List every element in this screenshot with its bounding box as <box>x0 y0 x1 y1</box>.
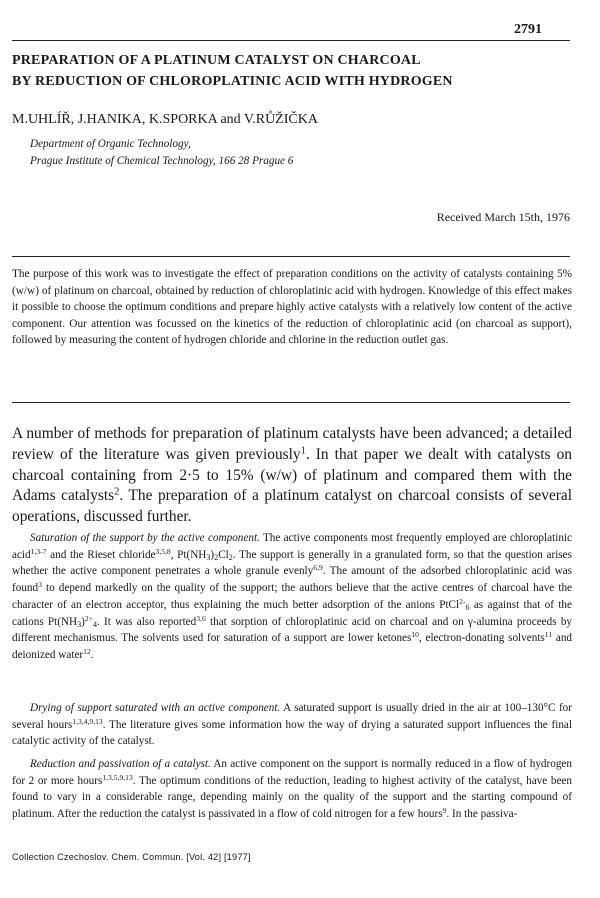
article-title <box>12 50 572 92</box>
abstract-bottom-rule <box>12 402 570 403</box>
journal-footer: Collection Czechoslov. Chem. Commun. [Vol. 42] [1977] <box>12 852 251 862</box>
header-rule <box>12 40 570 41</box>
abstract-top-rule <box>12 256 570 257</box>
citation: 1 <box>300 445 306 457</box>
page-number: 2791 <box>514 22 542 37</box>
citation: 1,3,4,9,13 <box>72 716 103 726</box>
citation: 11 <box>544 630 553 640</box>
section-heading: Reduction and passivation of a catalyst. <box>30 758 211 770</box>
saturation-paragraph: Saturation of the support by the active component. The active components most frequently employed are chloroplatinic acid$^{1,3-7}$ and the Rieset chloride$^{3,5,8}$, $Pt(NH_3)_2Cl_2$. The support is generally in a granulated form, so that the question arises whether the active component penetrates a whole granule evenly$^{6,9}$. The amount of the adsorbed chloroplatinic acid was found$^3$ to depend markedly on the quality of the support; the authors believe that the active centres of charcoal have the character of an electron acceptor, thus explaining the much better adsorption of the anions PtCl$^{2-}_6$ as against that of the cations $Pt(NH_3)^{2+}_4$. It was also reported$^{3,6}$ that sorption of chloroplatinic acid on charcoal and on γ-alumina proceeds by different mechanismus. The solvents used for saturation of a support are lower ketones$^{10}$, electron-donating solvents$^{11}$ and deionized water$^{12}$. <box>12 532 573 661</box>
reduction-paragraph: Reduction and passivation of a catalyst. An active component on the support is normally reduced in a flow of hydrogen for 2 or more hours$^{1,3,5,9,13}$. The optimum conditions of the reduction, leading to highest activity of the catalyst, have been found to vary in a considerable range, depending mainly on the quality of the support and the starting compound of platinum. After the reduction the catalyst is passivated in a flow of cold nitrogen for a few hours$^9$. In the passiva- <box>12 758 572 821</box>
citation: 6,9 <box>313 563 323 573</box>
intro-paragraph: A number of methods for preparation of platinum catalysts have been advanced; a detailed review of the literature was given previously$^1$. In that paper we dealt with catalysts on charcoal containing from 2·5 to 15% (w/w) of platinum and compared them with the Adams catalysts$^2$. The preparation of a platinum catalyst on charcoal consists of several operations, discussed further. <box>12 425 573 526</box>
abstract: The purpose of this work was to investigate the effect of preparation conditions on the activity of catalysts containing 5% (w/w) of platinum on charcoal, obtained by reduction of chloroplatinic acid with hydrogen. Knowledge of this effect makes it possible to choose the optimum conditions and prepare highly active catalysts with a relatively low content of the active component. Our attention was focussed on the kinetics of the reduction of chloroplatinic acid (on charcoal as support), followed by measuring the content of hydrogen chloride and chlorine in the reduction outlet gas. <box>12 268 572 347</box>
citation: 2 <box>114 486 120 498</box>
authors: M.UHLÍŘ, J.HANIKA, K.SPORKA and V.RŮŽIČKA <box>12 112 318 127</box>
citation: 10 <box>411 630 419 640</box>
citation: 3 <box>38 579 42 589</box>
affiliation-department: Department of Organic Technology, <box>30 138 191 150</box>
citation: 1,3-7 <box>30 546 47 556</box>
received-date: Received March 15th, 1976 <box>436 210 570 224</box>
title-line-2: BY REDUCTION OF CHLOROPLATINIC ACID WITH HYDROGEN <box>12 74 453 89</box>
section-heading: Drying of support saturated with an active component. <box>30 702 281 714</box>
citation: 1,3,5,9,13 <box>102 772 133 782</box>
title-line-1: PREPARATION OF A PLATINUM CATALYST ON CHARCOAL <box>12 53 421 68</box>
citation: 3,5,8 <box>155 546 171 556</box>
citation: 12 <box>83 646 91 656</box>
section-heading: Saturation of the support by the active component. <box>30 532 260 544</box>
affiliation-institute: Prague Institute of Chemical Technology, 166 28 Prague 6 <box>30 155 294 167</box>
citation: 3,6 <box>196 613 206 623</box>
drying-paragraph: Drying of support saturated with an active component. A saturated support is usually dried in the air at 100–130°C for several hours$^{1,3,4,9,13}$. The literature gives some information how the way of drying a saturated support influences the final catalytic activity of the catalyst. <box>12 702 573 748</box>
citation: 9 <box>442 805 447 815</box>
